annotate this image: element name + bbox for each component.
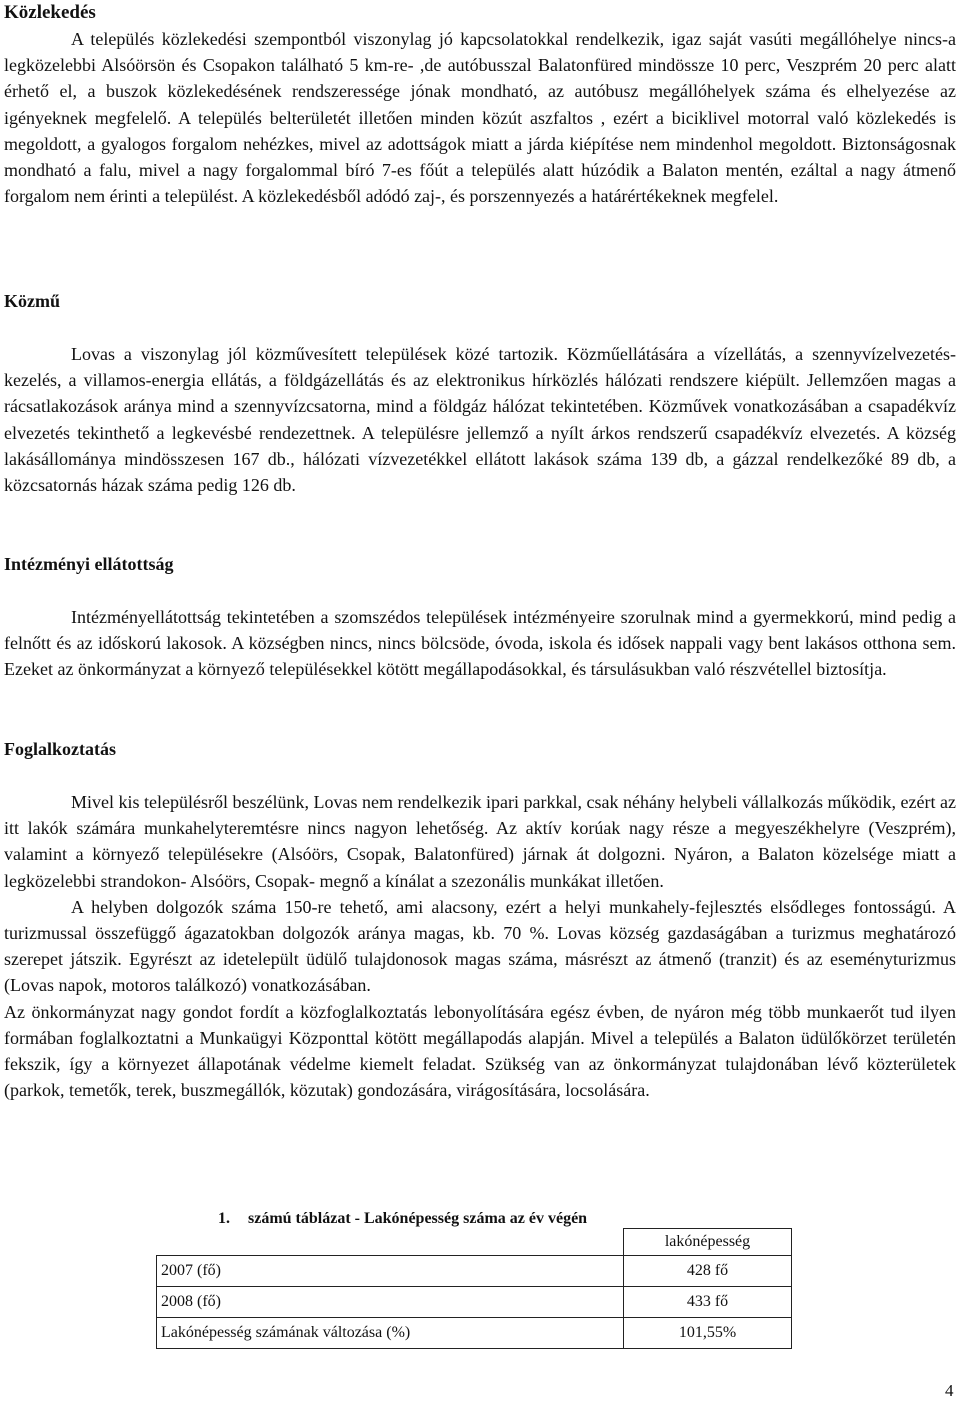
population-table <box>156 1228 792 1349</box>
section-intezmenyi <box>4 604 956 683</box>
section-title-kozmu: Közmű <box>4 291 60 311</box>
table-row-label: 2007 (fő) <box>157 1256 624 1287</box>
table-row-label: Lakónépesség számának változása (%) <box>157 1318 624 1349</box>
table-header-row <box>157 1229 792 1256</box>
table-column-header: lakónépesség <box>624 1229 792 1256</box>
section-title-kozlekedes: Közlekedés <box>4 2 96 23</box>
section-kozmu <box>4 341 956 498</box>
paragraph-foglalkoztatas-3: Az önkormányzat nagy gondot fordít a közfoglalkoztatás lebonyolítására egész évben, de nyáron még több munkaerőt tud ilyen formában foglalkoztatni a Munkaügyi Központtal kötött megállapodás alapján. Mivel a település a Balaton üdülőkörzet területén fekszik, így a környezet állapotának védelme kiemelt feladat. Szükség van az önkormányzat tulajdonában lévő közterületek (parkok, temetők, terek, buszmegállók, közutak) gondozására, virágosítására, locsolására. <box>4 1001 956 1101</box>
section-foglalkoztatas <box>4 789 956 1103</box>
paragraph-kozmu: Lovas a viszonylag jól közművesített települések közé tartozik. Közműellátására a vízellátás, a szennyvízelvezetés-kezelés, a villamos-energia ellátás, a földgázellátás és az elektronikus hírközlés hálózati rendszere kiépült. Jellemzően magas a rácsatlakozások aránya mind a szennyvízcsatorna, mind a földgáz hálózat tekintetében. Közművek vonatkozásában a csapadékvíz elvezetés tekinthető a legkevésbé rendezettnek. A településre jellemző a nyílt árkos rendszerű csapadékvíz elvezetés. A község lakásállománya mindösszesen 167 db., hálózati vízvezetékkel ellátott lakások száma 139 db, a gázzal rendelkezőké 89 db, a közcsatornás házak száma pedig 126 db. <box>4 344 956 496</box>
section-title-foglalkoztatas: Foglalkoztatás <box>4 739 116 759</box>
table-row-value: 101,55% <box>624 1318 792 1349</box>
table-row-label: 2008 (fő) <box>157 1287 624 1318</box>
paragraph-intezmenyi: Intézményellátottság tekintetében a szomszédos települések intézményeire szorulnak mind a gyermekkorú, mind pedig a felnőtt és az időskorú lakosok. A községben nincs, nincs bölcsöde, óvoda, iskola és idősek nappali vagy bent lakásos otthona sem. Ezeket az önkormányzat a környező településekkel kötött megállapodásokkal, és társulásukban való részvétellel biztosítja. <box>4 607 956 680</box>
paragraph-foglalkoztatas-1: Mivel kis településről beszélünk, Lovas nem rendelkezik ipari parkkal, csak néhány helybeli vállalkozás működik, ezért az itt lakók számára munkahelyteremtésre nincs nagyon lehetőség. Az aktív korúak nagy része a megyeszékhelyre (Veszprém), valamint a környező településekre (Alsóörs, Csopak, Balatonfüred) járnak át dolgozni. Nyáron, a Balaton közelsége miatt a legközelebbi strandokon- Alsóörs, Csopak- megnő a kínálat a szezonális munkákat illetően. <box>4 792 956 891</box>
table-row-value: 428 fő <box>624 1256 792 1287</box>
paragraph-foglalkoztatas-2: A helyben dolgozók száma 150-re tehető, ami alacsony, ezért a helyi munkahely-fejlesztés elsődleges fontosságú. A turizmussal összefüggő ágazatokban dolgozók aránya magas, kb. 70 %. Lovas község gazdaságában a turizmus meghatározó szerepet játszik. Egyrészt az idetelepült üdülő tulajdonosok magas száma, másrészt az átmenő (tranzit) és az eseményturizmus (Lovas napok, motoros találkozó) vonatkozásában. <box>4 896 956 996</box>
table-header-empty <box>157 1229 624 1256</box>
section-title-intezmenyi: Intézményi ellátottság <box>4 554 174 574</box>
table-caption <box>218 1210 587 1228</box>
table-row <box>157 1318 792 1349</box>
table-number: 1. <box>218 1210 230 1227</box>
paragraph-kozlekedes: A település közlekedési szempontból viszonylag jó kapcsolatokkal rendelkezik, igaz saját vasúti megállóhelye nincs-a legközelebbi Alsóörsön és Csopakon található 5 km-re- ,de autóbusszal Balatonfüred mindössze 10 perc, Veszprém 20 perc alatt érhető el, a buszok közlekedésének rendszeressége jónak mondható, az autóbusz megállóhelyek száma és elhelyezése az igényeknek megfelelő. A település belterületét illetően minden közút aszfaltos , ezért a biciklivel motorral való közlekedés is megoldott, a gyalogos forgalom nehézkes, mivel az adottságok miatt a járda kiépítése nem mindenhol megoldott. Biztonságosnak mondható a falu, mivel a nagy forgalommal bíró 7-es főút a település alatt húzódik a Balaton mentén, ezáltal a nagy átmenő forgalom nem érinti a települést. A közlekedésből adódó zaj-, és porszennyezés a határértékeknek megfelel. <box>4 29 956 207</box>
table-caption-text: számú táblázat - Lakónépesség száma az év végén <box>248 1210 588 1227</box>
table-row <box>157 1287 792 1318</box>
page-number: 4 <box>945 1381 954 1400</box>
section-kozlekedes <box>4 0 956 209</box>
table-row <box>157 1256 792 1287</box>
table-row-value: 433 fő <box>624 1287 792 1318</box>
